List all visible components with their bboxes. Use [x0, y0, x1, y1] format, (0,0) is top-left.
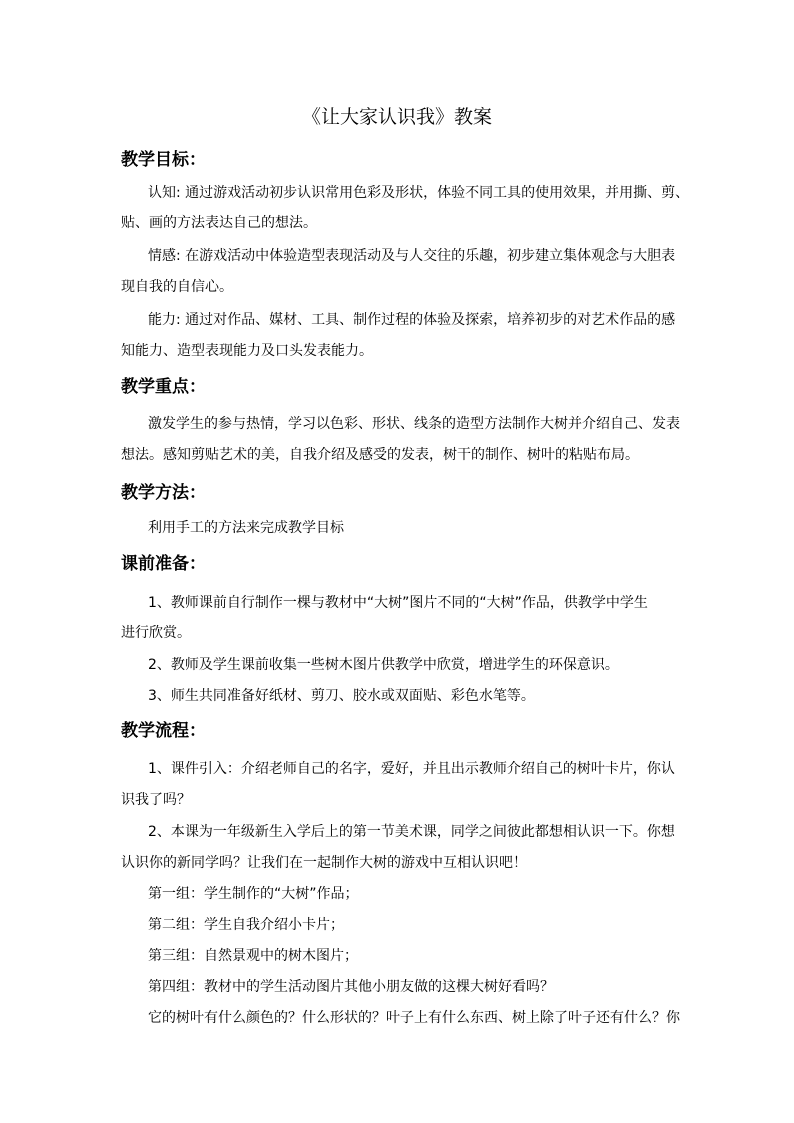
paragraph-line: 认识你的新同学吗？让我们在一起制作大树的游戏中互相认识吧！ [121, 855, 527, 871]
paragraph-line: 进行欣赏。 [121, 625, 191, 641]
paragraph-line: 利用手工的方法来完成教学目标 [148, 520, 344, 536]
paragraph-line: 1、课件引入：介绍老师自己的名字，爱好，并且出示教师介绍自己的树叶卡片，你认 [148, 761, 675, 777]
paragraph-line: 想法。感知剪贴艺术的美，自我介绍及感受的发表，树干的制作、树叶的粘贴布局。 [121, 447, 639, 463]
section-heading-teaching-methods: 教学方法： [121, 483, 206, 503]
paragraph-line: 能力: 通过对作品、媒材、工具、制作过程的体验及探索，培养初步的对艺术作品的感 [148, 312, 676, 328]
paragraph-line: 情感: 在游戏活动中体验造型表现活动及与人交往的乐趣，初步建立集体观念与大胆表 [148, 248, 676, 264]
paragraph-line: 第三组：自然景观中的树木图片； [148, 948, 358, 964]
paragraph-line: 现自我的自信心。 [121, 279, 233, 295]
paragraph-line: 1、教师课前自行制作一棵与教材中“大树”图片不同的“大树”作品，供教学中学生 [148, 595, 648, 611]
section-heading-key-points: 教学重点： [121, 377, 206, 397]
paragraph-line: 认知: 通过游戏活动初步认识常用色彩及形状，体验不同工具的使用效果，并用撕、剪、 [148, 185, 690, 201]
paragraph-line: 2、本课为一年级新生入学后上的第一节美术课，同学之间彼此都想相认识一下。你想 [148, 824, 675, 840]
paragraph-line: 激发学生的参与热情，学习以色彩、形状、线条的造型方法制作大树并介绍自己、发表 [148, 416, 680, 432]
paragraph-line: 第四组：教材中的学生活动图片其他小朋友做的这棵大树好看吗？ [148, 979, 554, 995]
paragraph-line: 第二组：学生自我介绍小卡片； [148, 917, 344, 933]
paragraph-line: 知能力、造型表现能力及口头发表能力。 [121, 343, 373, 359]
paragraph-line: 第一组：学生制作的“大树”作品； [148, 886, 359, 902]
document-title: 《让大家认识我》教案 [301, 106, 492, 128]
paragraph-line: 3、师生共同准备好纸材、剪刀、胶水或双面贴、彩色水笔等。 [148, 688, 535, 704]
section-heading-preparation: 课前准备： [121, 554, 206, 574]
section-heading-teaching-process: 教学流程： [121, 721, 206, 741]
paragraph-line: 贴、画的方法表达自己的想法。 [121, 215, 317, 231]
paragraph-line: 识我了吗？ [121, 792, 191, 808]
paragraph-line: 2、教师及学生课前收集一些树木图片供教学中欣赏，增进学生的环保意识。 [148, 657, 619, 673]
paragraph-line: 它的树叶有什么颜色的？什么形状的？叶子上有什么东西、树上除了叶子还有什么？你 [148, 1010, 680, 1026]
section-heading-teaching-goals: 教学目标： [121, 150, 206, 170]
